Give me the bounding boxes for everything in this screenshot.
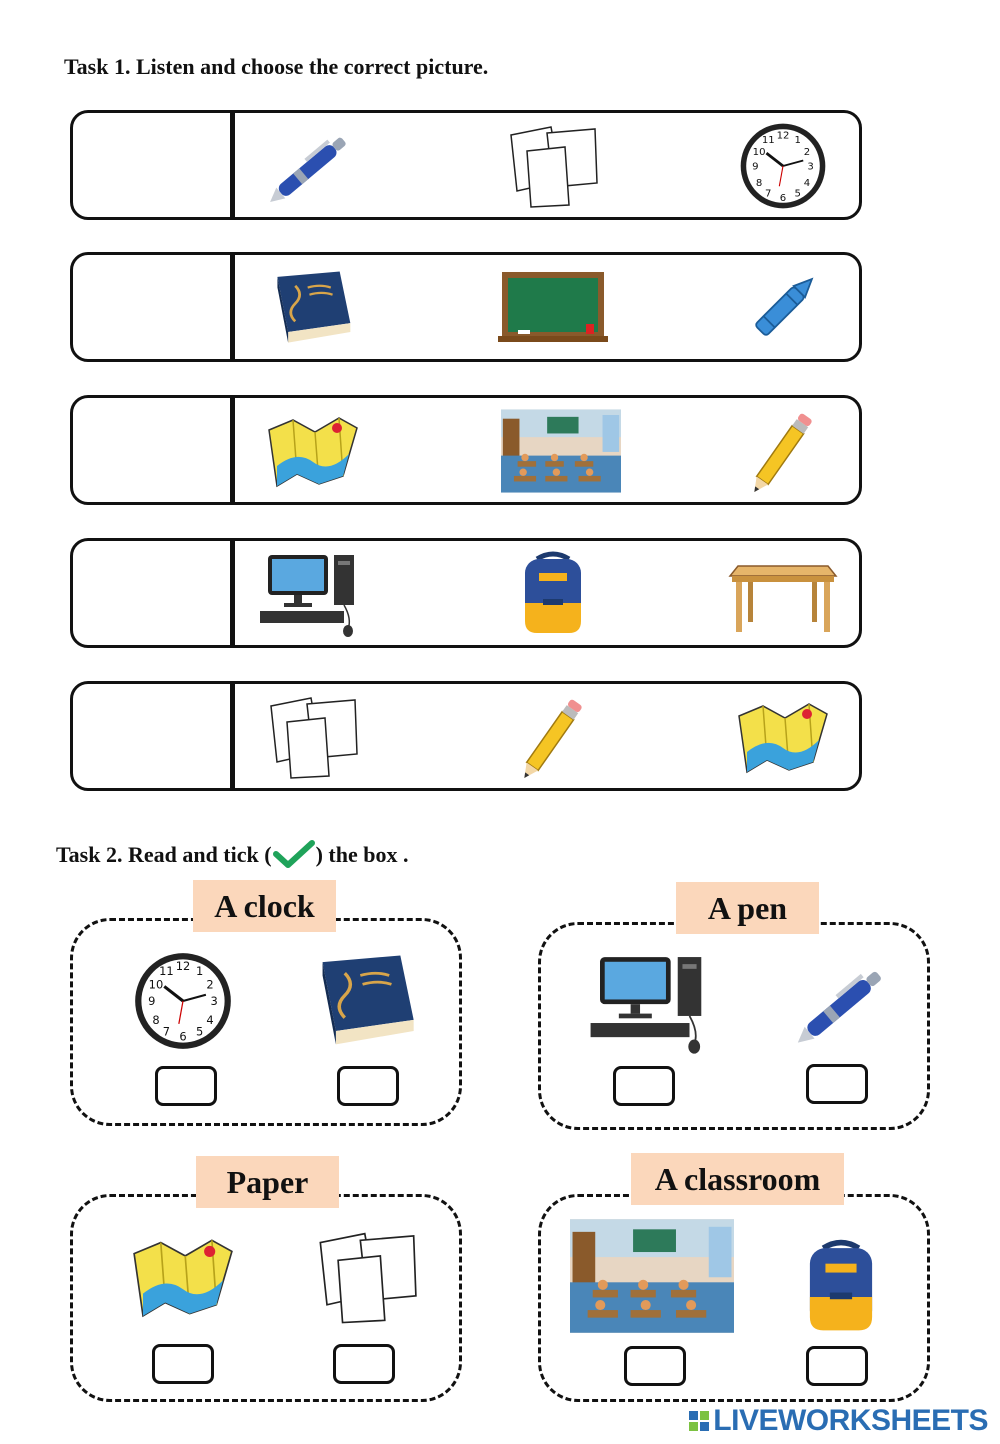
answer-cell-2[interactable]	[73, 255, 231, 359]
task1-title: Task 1. Listen and choose the correct picture.	[64, 54, 489, 79]
picture-computer	[588, 948, 718, 1058]
group-label: A classroom	[631, 1153, 844, 1205]
classroom-icon	[570, 1219, 734, 1333]
row-divider	[230, 110, 235, 220]
map-icon	[263, 406, 363, 496]
task1-row-1	[70, 110, 862, 220]
row-divider	[230, 252, 235, 362]
task2-title	[56, 840, 408, 868]
tick-box[interactable]	[613, 1066, 675, 1106]
tick-box[interactable]	[806, 1064, 868, 1104]
tick-box[interactable]	[806, 1346, 868, 1386]
board-icon	[498, 268, 608, 348]
option-table[interactable]	[723, 549, 843, 639]
crayon-icon	[738, 268, 828, 348]
option-pencil[interactable]	[493, 692, 613, 782]
task1-row-5	[70, 681, 862, 791]
task1-row-4	[70, 538, 862, 648]
tick-box[interactable]	[152, 1344, 214, 1384]
tick-box[interactable]	[624, 1346, 686, 1386]
pen-icon	[263, 121, 363, 211]
schoolbag-icon	[513, 549, 593, 639]
classroom-icon	[501, 406, 621, 496]
option-map[interactable]	[723, 692, 843, 782]
brand-mark-icon	[689, 1411, 709, 1431]
pencil-icon	[733, 406, 833, 496]
answer-cell-5[interactable]	[73, 684, 231, 788]
task2-title-end: ) the box .	[315, 842, 409, 867]
row-divider	[230, 681, 235, 791]
option-paper[interactable]	[493, 121, 613, 211]
group-label: Paper	[196, 1156, 339, 1208]
option-computer[interactable]	[253, 549, 373, 639]
answer-cell-3[interactable]	[73, 398, 231, 502]
picture-book	[302, 946, 432, 1056]
brand-logo	[689, 1404, 988, 1438]
picture-pen	[780, 948, 910, 1058]
group-label: A pen	[676, 882, 819, 934]
option-crayon[interactable]	[723, 263, 843, 353]
book-icon	[311, 951, 423, 1051]
paper-icon	[307, 1227, 427, 1327]
picture-paper	[302, 1222, 432, 1332]
picture-schoolbag	[786, 1232, 896, 1342]
paper-icon	[498, 121, 608, 211]
schoolbag-icon	[796, 1237, 886, 1337]
brand-name: LIVEWORKSHEETS	[713, 1404, 988, 1437]
tick-box[interactable]	[333, 1344, 395, 1384]
tick-box[interactable]	[337, 1066, 399, 1106]
map-icon	[123, 1227, 243, 1327]
paper-icon	[258, 692, 368, 782]
option-map[interactable]	[253, 406, 373, 496]
map-icon	[733, 692, 833, 782]
picture-clock	[118, 946, 248, 1056]
task1-row-2	[70, 252, 862, 362]
option-pen[interactable]	[253, 121, 373, 211]
table-icon	[728, 554, 838, 634]
picture-map	[118, 1222, 248, 1332]
answer-cell-1[interactable]	[73, 113, 231, 217]
option-classroom[interactable]	[501, 406, 621, 496]
clock-icon	[127, 949, 239, 1053]
tick-icon	[272, 840, 316, 868]
picture-classroom	[570, 1218, 734, 1334]
option-pencil[interactable]	[723, 406, 843, 496]
task1-row-3	[70, 395, 862, 505]
option-schoolbag[interactable]	[493, 549, 613, 639]
book-icon	[268, 268, 358, 348]
answer-cell-4[interactable]	[73, 541, 231, 645]
pencil-icon	[503, 692, 603, 782]
row-divider	[230, 395, 235, 505]
computer-icon	[258, 549, 368, 639]
row-divider	[230, 538, 235, 648]
computer-icon	[588, 950, 718, 1056]
option-board[interactable]	[493, 263, 613, 353]
option-book[interactable]	[253, 263, 373, 353]
task2-title-start: Task 2. Read and tick (	[56, 842, 272, 867]
option-clock[interactable]	[723, 121, 843, 211]
tick-box[interactable]	[155, 1066, 217, 1106]
clock-icon	[737, 120, 829, 212]
option-paper[interactable]	[253, 692, 373, 782]
pen-icon	[790, 953, 900, 1053]
group-label: A clock	[193, 880, 336, 932]
